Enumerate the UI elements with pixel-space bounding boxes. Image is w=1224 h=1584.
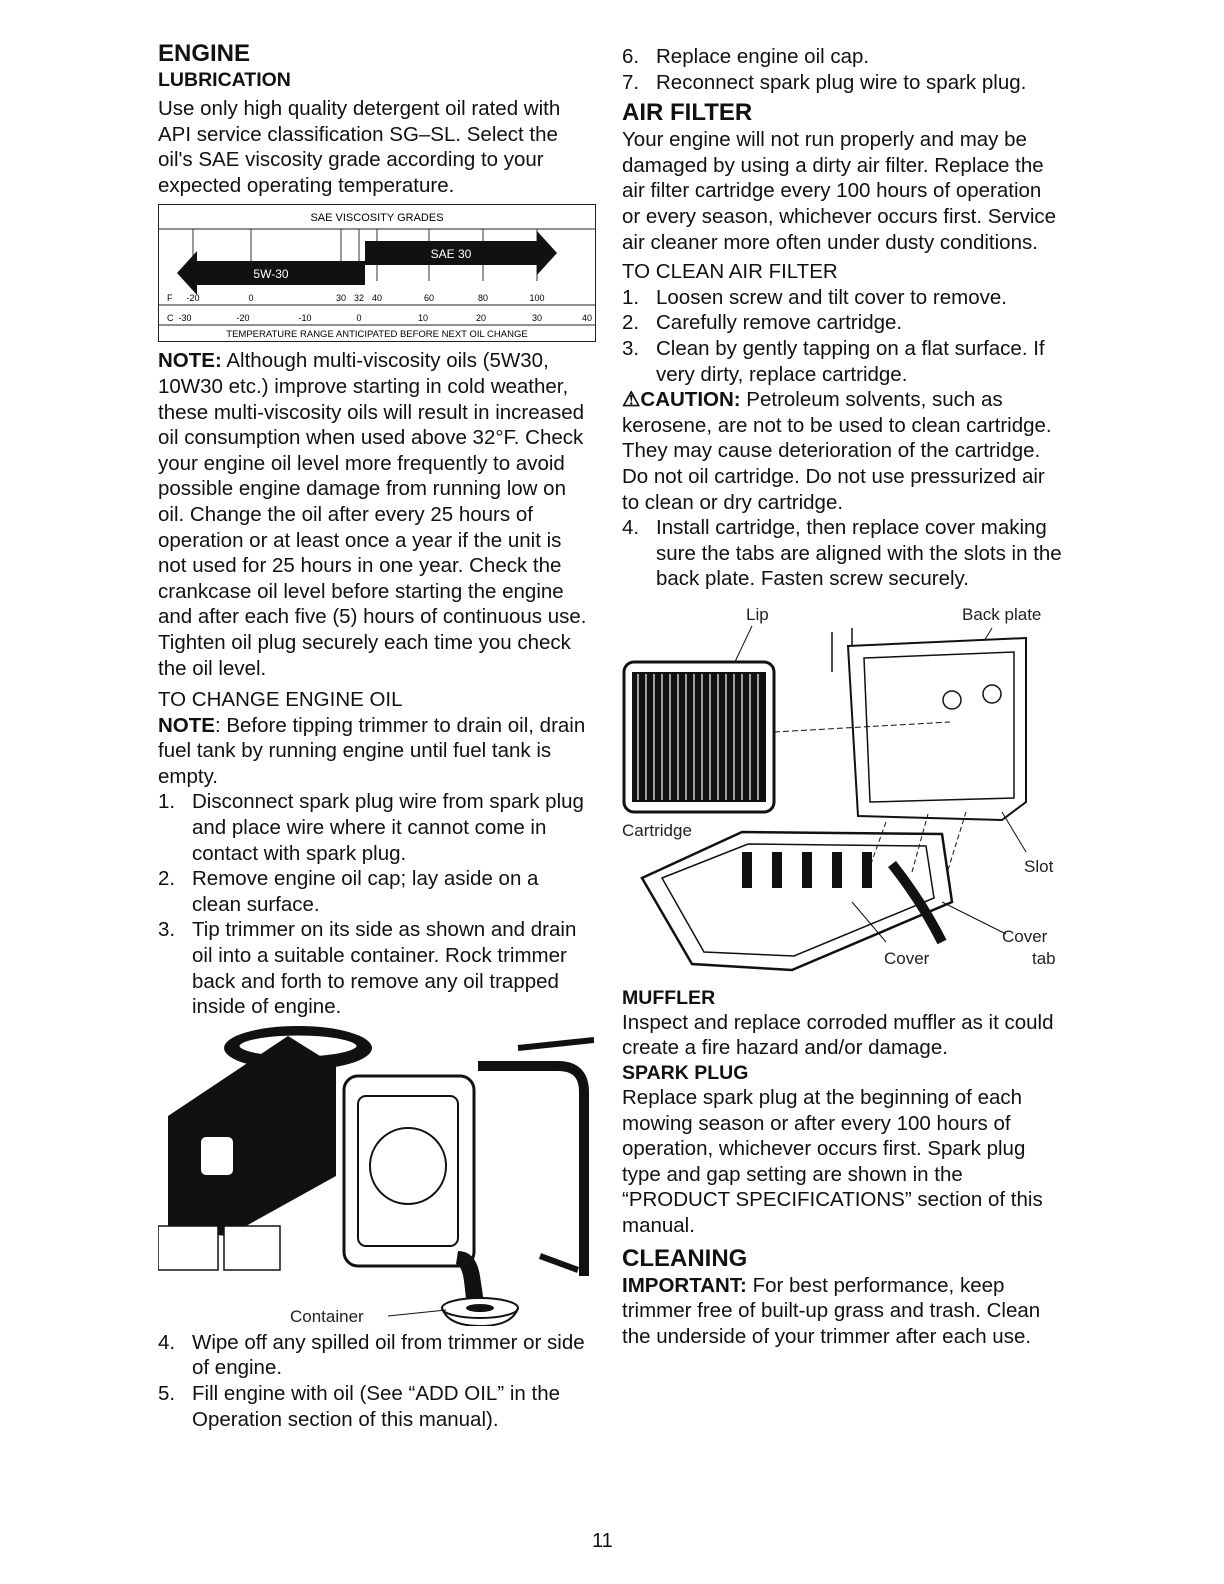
list-item xyxy=(622,310,1062,336)
svg-text:-20: -20 xyxy=(236,313,250,324)
5w30-label: 5W-30 xyxy=(253,267,289,282)
heading-spark-plug: SPARK PLUG xyxy=(622,1062,749,1085)
list-item xyxy=(158,789,590,866)
list-item xyxy=(622,285,1062,311)
step-number: 6. xyxy=(622,45,640,68)
svg-text:100: 100 xyxy=(529,293,545,304)
svg-text:0: 0 xyxy=(356,313,362,324)
svg-text:40: 40 xyxy=(581,313,593,324)
svg-text:10: 10 xyxy=(417,313,429,324)
step-text: Tip trimmer on its side as shown and drain oil into a suitable container. Rock trimmer back and forth to remove any oil trapped inside of engine. xyxy=(192,918,577,1019)
change-oil-steps xyxy=(158,789,590,1019)
svg-text:0: 0 xyxy=(248,293,254,304)
label-cartridge: Cartridge xyxy=(622,820,692,840)
step-text: Loosen screw and tilt cover to remove. xyxy=(656,285,1007,309)
note-text: : Before tipping trimmer to drain oil, drain fuel tank by running engine until fuel tank is empty. xyxy=(158,713,586,788)
label-cover: Cover xyxy=(884,948,930,968)
step-text: Disconnect spark plug wire from spark plug and place wire where it cannot come in contact with spark plug. xyxy=(192,790,584,865)
label-container: Container xyxy=(290,1306,364,1326)
spark-plug-text: Replace spark plug at the beginning of each mowing season or after every 100 hours of operation, whichever occurs first. Spark plug type and gap setting are shown in the “PRODUCT SPECIFICATIONS” section of this manual. xyxy=(622,1086,1043,1238)
svg-text:-20: -20 xyxy=(186,293,200,304)
sae30-label: SAE 30 xyxy=(430,247,472,262)
left-column xyxy=(158,40,593,1432)
list-item xyxy=(622,44,1062,70)
step-text: Remove engine oil cap; lay aside on a clean surface. xyxy=(192,867,539,916)
caution-label: CAUTION: xyxy=(640,388,741,412)
air-filter-figure xyxy=(622,602,1062,982)
c-scale-label: C xyxy=(167,313,174,324)
svg-text:32: 32 xyxy=(353,293,365,304)
note-label: NOTE: xyxy=(158,349,222,373)
muffler-text: Inspect and replace corroded muffler as it could create a fire hazard and/or damage. xyxy=(622,1010,1054,1060)
step-number: 7. xyxy=(622,70,640,94)
list-item xyxy=(622,515,1062,592)
heading-air-filter: AIR FILTER xyxy=(622,99,753,127)
heading-muffler: MUFFLER xyxy=(622,986,716,1009)
heading-clean-air-filter: TO CLEAN AIR FILTER xyxy=(622,260,838,284)
step-number: 3. xyxy=(622,336,640,360)
list-item xyxy=(622,70,1062,96)
sae-chart-graphic xyxy=(159,205,595,341)
change-oil-steps-final xyxy=(622,44,1062,95)
list-item xyxy=(158,1330,590,1381)
list-item xyxy=(158,1381,590,1432)
step-number: 2. xyxy=(158,867,176,891)
step-text: Clean by gently tapping on a flat surface. If very dirty, replace cartridge. xyxy=(656,336,1045,386)
oil-drain-figure xyxy=(158,1026,594,1326)
lubrication-intro: Use only high quality detergent oil rated with API service classification SG–SL. Select the oil's SAE viscosity grade according to your expected operating temperature. xyxy=(158,97,561,197)
svg-text:-10: -10 xyxy=(298,313,312,324)
svg-text:40: 40 xyxy=(371,293,383,304)
step-number: 1. xyxy=(622,285,640,309)
heading-change-oil: TO CHANGE ENGINE OIL xyxy=(158,688,403,712)
heading-cleaning: CLEANING xyxy=(622,1244,748,1272)
f-ticks xyxy=(186,293,544,303)
label-lip: Lip xyxy=(746,604,769,624)
list-item xyxy=(158,866,590,917)
svg-text:-30: -30 xyxy=(178,313,192,324)
important-text: For best performance, keep trimmer free of built-up grass and trash. Clean the underside of your trimmer after each use. xyxy=(622,1273,1041,1348)
clean-air-filter-step-4 xyxy=(622,515,1062,592)
step-number: 4. xyxy=(622,516,640,540)
step-number: 1. xyxy=(158,790,176,814)
label-back-plate: Back plate xyxy=(962,604,1042,624)
sae-chart-title: SAE VISCOSITY GRADES xyxy=(310,212,444,225)
cleaning-text xyxy=(622,1273,1062,1350)
list-item xyxy=(622,336,1062,387)
note-drain-fuel xyxy=(158,713,590,790)
heading-lubrication: LUBRICATION xyxy=(158,69,291,91)
step-text: Carefully remove cartridge. xyxy=(656,311,903,335)
caution-text: Petroleum solvents, such as kerosene, are not to be used to clean cartridge. They may cause deterioration of the cartridge. Do not oil cartridge. Do not use pressurized air to clean or dry cartridge. xyxy=(622,388,1052,514)
right-column xyxy=(622,40,1062,1349)
f-scale-label: F xyxy=(167,293,173,304)
c-ticks xyxy=(178,313,592,323)
svg-text:80: 80 xyxy=(477,293,489,304)
svg-text:30: 30 xyxy=(531,313,543,324)
sae-chart-caption: TEMPERATURE RANGE ANTICIPATED BEFORE NEXT OIL CHANGE xyxy=(226,329,528,341)
section-title-engine: ENGINE xyxy=(158,40,251,67)
step-text: Reconnect spark plug wire to spark plug. xyxy=(656,70,1027,94)
label-cover-tab-line2: tab xyxy=(1032,948,1056,968)
important-label: IMPORTANT: xyxy=(622,1273,747,1297)
step-text: Replace engine oil cap. xyxy=(656,45,870,68)
warning-icon: ⚠ xyxy=(622,388,641,412)
label-slot: Slot xyxy=(1024,856,1054,876)
note-multiviscosity xyxy=(158,348,590,681)
label-cover-tab-line1: Cover xyxy=(1002,926,1048,946)
step-text: Fill engine with oil (See “ADD OIL” in the Operation section of this manual). xyxy=(192,1382,561,1431)
page-number: 11 xyxy=(592,1530,613,1552)
list-item xyxy=(158,917,590,1019)
air-filter-text: Your engine will not run properly and may be damaged by using a dirty air filter. Replace the air filter cartridge every 100 hours of operation or every season, whichever occurs first. Service air cleaner more often under dusty conditions. xyxy=(622,128,1057,254)
caution-paragraph xyxy=(622,387,1062,515)
step-text: Wipe off any spilled oil from trimmer or side of engine. xyxy=(192,1330,585,1380)
note-label: NOTE xyxy=(158,713,215,737)
note-text: Although multi-viscosity oils (5W30, 10W30 etc.) improve starting in cold weather, these multi-viscosity oils will result in increased oil consumption when used above 32°F. Check your engine oil level more frequently to avoid possible engine damage from running low on oil. Change the oil after every 25 hours of operation or at least once a year if the unit is not used for 25 hours in one year. Check the crankcase oil level before starting the engine and after each five (5) hours of continuous use. Tighten oil plug securely each time you check the oil level. xyxy=(158,349,587,680)
cartridge-pleats xyxy=(632,672,766,802)
change-oil-steps-continued xyxy=(158,1330,590,1432)
svg-text:20: 20 xyxy=(475,313,487,324)
clean-air-filter-steps xyxy=(622,285,1062,387)
svg-text:30: 30 xyxy=(335,293,347,304)
step-number: 4. xyxy=(158,1330,176,1354)
step-number: 2. xyxy=(622,311,640,335)
step-number: 5. xyxy=(158,1382,176,1405)
step-number: 3. xyxy=(158,918,176,942)
sae-viscosity-chart xyxy=(158,204,596,342)
svg-text:60: 60 xyxy=(423,293,435,304)
step-text: Install cartridge, then replace cover making sure the tabs are aligned with the slots in the back plate. Fasten screw securely. xyxy=(656,516,1062,591)
